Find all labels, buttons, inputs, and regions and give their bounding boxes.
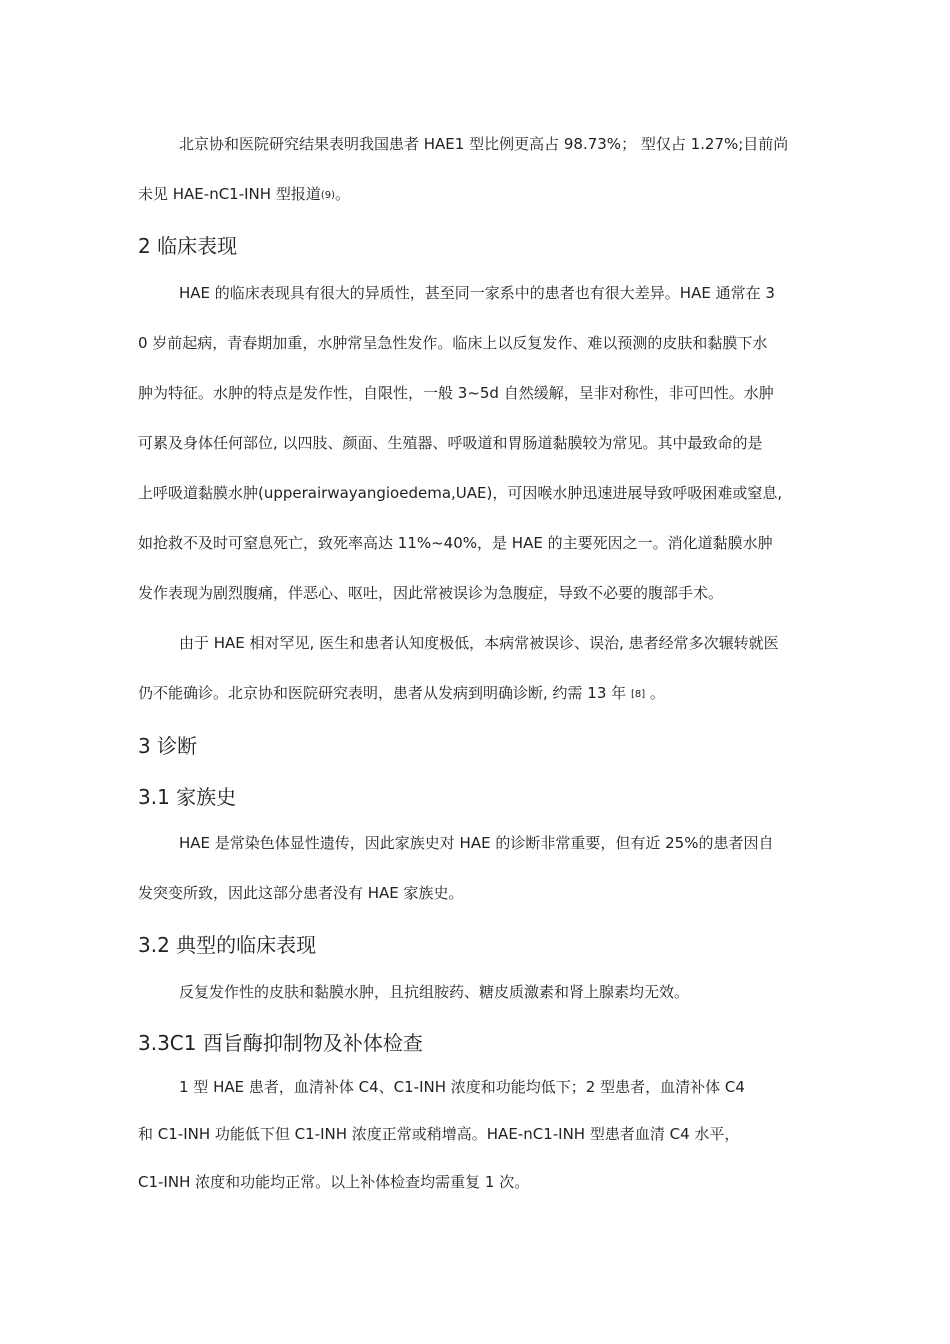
citation-reference: [8] <box>630 689 646 700</box>
paragraph-line: 0 岁前起病，青春期加重，水肿常呈急性发作。临床上以反复发作、难以预测的皮肤和黏膜下水 <box>138 334 768 352</box>
paragraph-line: HAE 是常染色体显性遗传，因此家族史对 HAE 的诊断非常重要，但有近 25%的患者因自 <box>179 834 774 852</box>
paragraph-text: 。 <box>649 684 665 702</box>
paragraph-line: 发作表现为剧烈腹痛，伴恶心、呕吐，因此常被误诊为急腹症，导致不必要的腹部手术。 <box>138 584 724 602</box>
paragraph-line: 北京协和医院研究结果表明我国患者 HAE1 型比例更高占 98.73%； 型仅占 1.27%;目前尚 <box>179 135 789 153</box>
paragraph-text: 仍不能确诊。北京协和医院研究表明，患者从发病到明确诊断, 约需 13 年 <box>138 684 627 702</box>
paragraph-text: 。 <box>335 185 351 203</box>
paragraph-line: 可累及身体任何部位, 以四肢、颜面、生殖器、呼吸道和胃肠道黏膜较为常见。其中最致命的是 <box>138 434 763 452</box>
subsection-heading: 3.2 典型的临床表现 <box>138 933 317 957</box>
subsection-heading: 3.3C1 酉旨酶抑制物及补体检查 <box>138 1031 423 1055</box>
paragraph-line: HAE 的临床表现具有很大的异质性，甚至同一家系中的患者也有很大差异。HAE 通常在 3 <box>179 284 775 302</box>
paragraph-line: 发突变所致，因此这部分患者没有 HAE 家族史。 <box>138 884 464 902</box>
paragraph-line: 如抢救不及时可窒息死亡，致死率高达 11%~40%，是 HAE 的主要死因之一。消化道黏膜水肿 <box>138 534 773 552</box>
paragraph-line: 和 C1-INH 功能低下但 C1-INH 浓度正常或稍增高。HAE-nC1-INH 型患者血清 C4 水平， <box>138 1125 740 1143</box>
paragraph-line: 上呼吸道黏膜水肿(upperairwayangioedema,UAE)，可因喉水肿迅速进展导致呼吸困难或窒息, <box>138 484 783 502</box>
paragraph-line <box>138 184 350 206</box>
section-heading: 3 诊断 <box>138 734 198 758</box>
section-heading: 2 临床表现 <box>138 234 238 258</box>
subsection-heading: 3.1 家族史 <box>138 785 237 809</box>
paragraph-line <box>138 683 665 705</box>
paragraph-line: 反复发作性的皮肤和黏膜水肿，且抗组胺药、糖皮质激素和肾上腺素均无效。 <box>179 983 690 1001</box>
citation-reference: (9) <box>320 190 335 201</box>
paragraph-line: 由于 HAE 相对罕见, 医生和患者认知度极低，本病常被误诊、误治, 患者经常多次辗转就医 <box>179 634 779 652</box>
paragraph-text: 未见 HAE-nC1-INH 型报道 <box>138 185 321 203</box>
paragraph-line: 肿为特征。水肿的特点是发作性，自限性，一般 3~5d 自然缓解，呈非对称性，非可凹性。水肿 <box>138 384 774 402</box>
paragraph-line: 1 型 HAE 患者，血清补体 C4、C1-INH 浓度和功能均低下；2 型患者，血清补体 C4 <box>179 1078 745 1096</box>
paragraph-line: C1-INH 浓度和功能均正常。以上补体检查均需重复 1 次。 <box>138 1173 530 1191</box>
